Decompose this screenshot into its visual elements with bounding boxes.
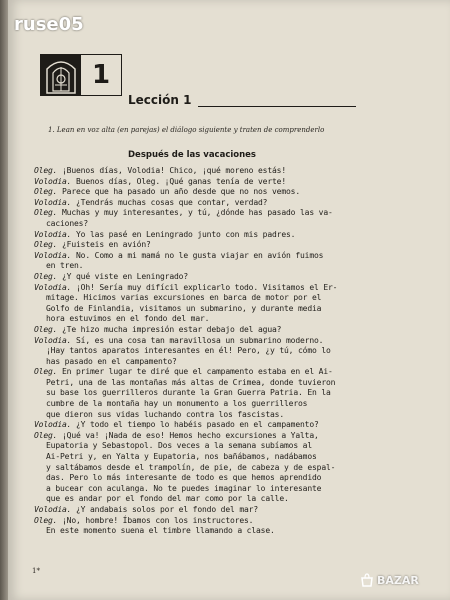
- book-spine-edge: [0, 0, 8, 600]
- bag-icon: [360, 573, 374, 587]
- dialogue-text: [34, 166, 364, 537]
- speaker-name: Oleg.: [34, 367, 58, 377]
- line-text: ¡Qué va! ¡Nada de eso! Hemos hecho excursiones a Yalta,: [57, 430, 319, 440]
- dialogue-line: [34, 272, 364, 283]
- line-text: En este momento suena el timbre llamando a clase.: [46, 526, 275, 536]
- dialogue-line: [34, 516, 364, 527]
- line-text: ¡Oh! Sería muy difícil explicarlo todo. Visitamos el Er-: [71, 282, 338, 292]
- line-text: ¿Y todo el tiempo lo habéis pasado en el campamento?: [71, 420, 319, 430]
- dialogue-line: [34, 388, 364, 399]
- page-signature: 1*: [32, 567, 40, 575]
- watermark-bazar: [360, 568, 436, 592]
- line-text: que es andar por el fondo del mar como por la calle.: [46, 494, 289, 504]
- lesson-emblem: [40, 54, 122, 96]
- dialogue-line: [34, 431, 364, 442]
- dialogue-line: [34, 304, 364, 315]
- dialogue-line: [34, 336, 364, 347]
- dialogue-line: [34, 283, 364, 294]
- line-text: En primer lugar te diré que el campamento estaba en el Ai-: [57, 367, 333, 377]
- lesson-title: Lección 1: [128, 93, 192, 107]
- dialogue-line: [34, 410, 364, 421]
- speaker-name: Oleg.: [34, 271, 58, 281]
- dialogue-line: [34, 346, 364, 357]
- dialogue-line: [34, 251, 364, 262]
- line-text: ¡Hay tantos aparatos interesantes en él! Pero, ¿y tú, cómo lo: [46, 346, 331, 356]
- speaker-name: Oleg.: [34, 166, 58, 175]
- line-text: has pasado en el campamento?: [46, 356, 177, 366]
- dialogue-line: [34, 325, 364, 336]
- dialogue-title: Después de las vacaciones: [128, 150, 256, 160]
- speaker-name: Oleg.: [34, 187, 58, 197]
- dialogue-line: [34, 441, 364, 452]
- line-text: Parece que ha pasado un año desde que no nos vemos.: [57, 187, 300, 197]
- line-text: Golfo de Finlandia, visitamos un submarino, y durante media: [46, 303, 322, 313]
- line-text: das. Pero lo más interesante de todo es que hemos aprendido: [46, 473, 322, 483]
- speaker-name: Oleg.: [34, 240, 58, 250]
- speaker-name: Oleg.: [34, 208, 58, 218]
- title-underline: [198, 106, 356, 107]
- lesson-number: 1: [91, 60, 111, 90]
- speaker-name: Oleg.: [34, 515, 58, 525]
- line-text: su base los guerrilleros durante la Gran Guerra Patria. En la: [46, 388, 331, 398]
- line-text: ¿Te hizo mucha impresión estar debajo del agua?: [57, 324, 282, 334]
- line-text: Eupatoria y Sebastopol. Dos veces a la semana subíamos al: [46, 441, 312, 451]
- line-text: ¿Tendrás muchas cosas que contar, verdad?: [71, 197, 268, 207]
- exercise-instruction: 1. Lean en voz alta (en parejas) el diálogo siguiente y traten de comprenderlo: [48, 126, 325, 134]
- book-page: [8, 0, 450, 600]
- dialogue-line: [34, 484, 364, 495]
- dialogue-line: [34, 166, 364, 177]
- line-text: que dieron sus vidas luchando contra los fascistas.: [46, 409, 284, 419]
- dialogue-line: [34, 420, 364, 431]
- line-text: Buenos días, Oleg. ¡Qué ganas tenía de verte!: [71, 176, 286, 186]
- speaker-name: Volodia.: [34, 335, 72, 345]
- dialogue-line: [34, 494, 364, 505]
- speaker-name: Volodia.: [34, 505, 72, 514]
- speaker-name: Volodia.: [34, 229, 72, 239]
- dialogue-line: [34, 473, 364, 484]
- line-text: caciones?: [46, 218, 88, 228]
- dialogue-line: [34, 198, 364, 209]
- dialogue-line: [34, 463, 364, 474]
- line-text: y saltábamos desde el trampolín, de pie, de cabeza y de espal-: [46, 462, 336, 472]
- speaker-name: Volodia.: [34, 282, 72, 292]
- dialogue-line: [34, 399, 364, 410]
- line-text: ¿Fuisteis en avión?: [57, 240, 151, 250]
- dialogue-line: [34, 240, 364, 251]
- line-text: ¿Y andabais solos por el fondo del mar?: [71, 505, 259, 514]
- line-text: Muchas y muy interesantes, y tú, ¿dónde has pasado las va-: [57, 208, 333, 218]
- dialogue-line: [34, 293, 364, 304]
- line-text: Ai-Petri y, en Yalta y Eupatoria, nos bañábamos, nadábamos: [46, 452, 317, 462]
- dialogue-line: [34, 208, 364, 219]
- dialogue-line: [34, 177, 364, 188]
- dialogue-line: [34, 526, 364, 537]
- watermark-logo: ruse05: [14, 14, 84, 35]
- speaker-name: Volodia.: [34, 197, 72, 207]
- dialogue-line: [34, 314, 364, 325]
- dialogue-line: [34, 505, 364, 516]
- speaker-name: Volodia.: [34, 250, 72, 260]
- dialogue-line: [34, 230, 364, 241]
- speaker-name: Volodia.: [34, 420, 72, 430]
- dialogue-line: [34, 187, 364, 198]
- speaker-name: Volodia.: [34, 176, 72, 186]
- line-text: No. Como a mi mamá no le gusta viajar en avión fuimos: [71, 250, 324, 260]
- line-text: ¿Y qué viste en Leningrado?: [57, 271, 189, 281]
- line-text: mitage. Hicimos varias excursiones en barca de motor por el: [46, 293, 322, 303]
- line-text: Yo las pasé en Leningrado junto con mis padres.: [71, 229, 296, 239]
- line-text: en tren.: [46, 261, 84, 271]
- line-text: cumbre de la montaña hay un monumento a los guerrilleros: [46, 399, 308, 409]
- dialogue-line: [34, 357, 364, 368]
- ornament-icon: [41, 55, 81, 95]
- line-text: ¡Buenos días, Volodia! Chico, ¡qué moreno estás!: [57, 166, 286, 175]
- speaker-name: Oleg.: [34, 430, 58, 440]
- dialogue-line: [34, 261, 364, 272]
- dialogue-line: [34, 219, 364, 230]
- watermark-bazar-text: BAZAR: [377, 573, 419, 587]
- dialogue-line: [34, 378, 364, 389]
- dialogue-line: [34, 452, 364, 463]
- line-text: a bucear con aculanga. No te puedes imaginar lo interesante: [46, 483, 322, 493]
- line-text: Sí, es una cosa tan maravillosa un submarino moderno.: [71, 335, 324, 345]
- speaker-name: Oleg.: [34, 324, 58, 334]
- line-text: Petri, una de las montañas más altas de Crimea, donde tuvieron: [46, 377, 336, 387]
- dialogue-line: [34, 367, 364, 378]
- line-text: ¡No, hombre! Íbamos con los instructores.: [57, 515, 254, 525]
- line-text: hora estuvimos en el fondo del mar.: [46, 314, 210, 324]
